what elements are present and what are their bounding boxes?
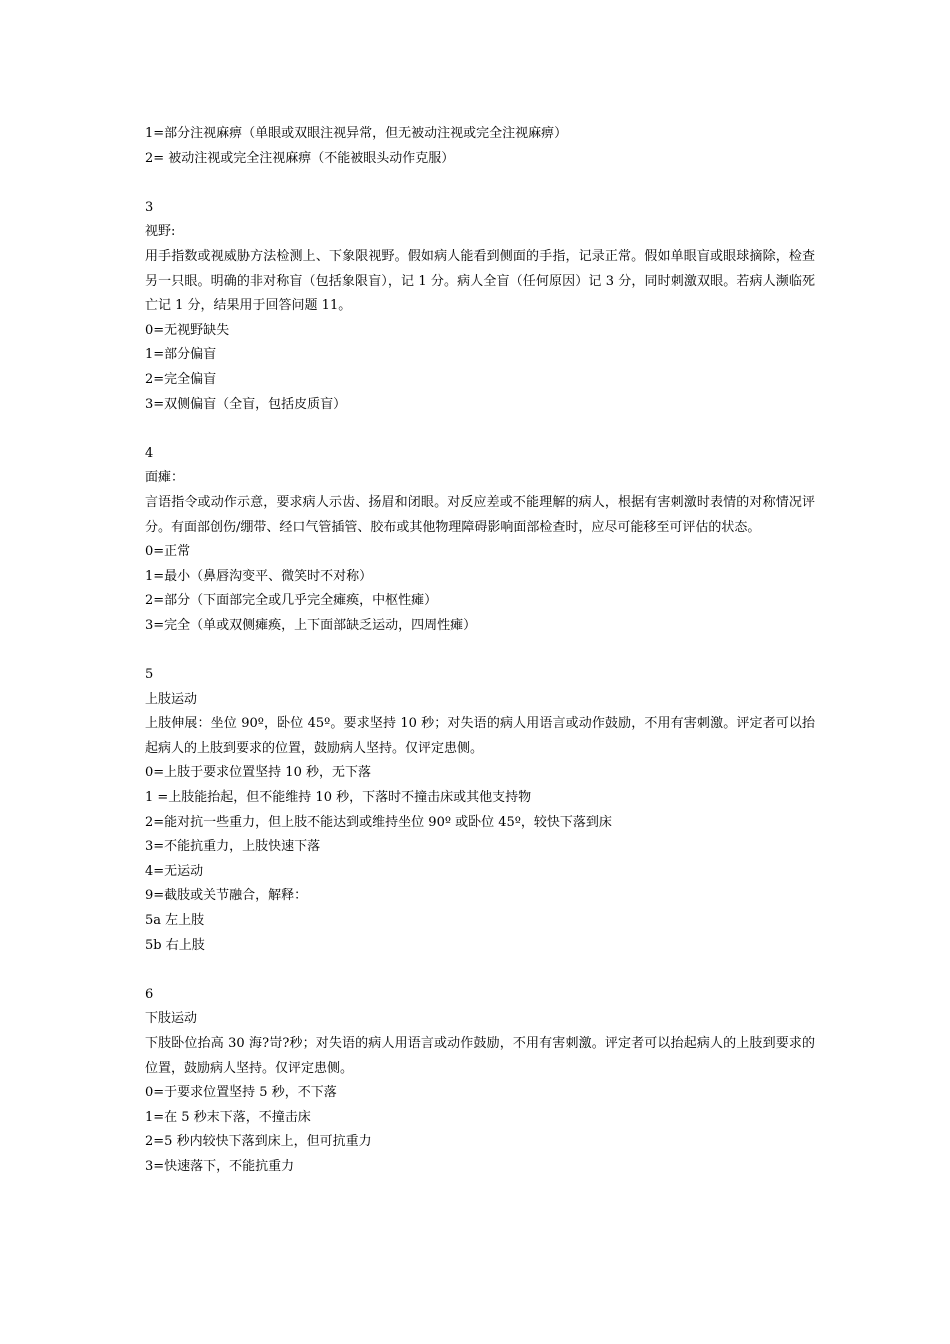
score-item: 5b 右上肢 bbox=[145, 937, 205, 953]
spacer bbox=[145, 638, 815, 663]
score-item: 1=在 5 秒末下落，不撞击床 bbox=[145, 1109, 311, 1125]
spacer bbox=[145, 958, 815, 983]
section-lower-limb bbox=[145, 983, 815, 1180]
section-title: 面瘫： bbox=[145, 470, 185, 486]
score-item: 3=不能抗重力，上肢快速下落 bbox=[145, 839, 321, 855]
section-title: 下肢运动 bbox=[145, 1011, 198, 1027]
score-item: 2=能对抗一些重力，但上肢不能达到或维持坐位 90º 或卧位 45º，较快下落到床 bbox=[145, 814, 612, 830]
score-item: 1=部分偏盲 bbox=[145, 347, 217, 363]
score-item: 2=部分（下面部完全或几乎完全瘫痪，中枢性瘫） bbox=[145, 593, 438, 609]
document-page bbox=[145, 122, 815, 1180]
score-item: 1=最小（鼻唇沟变平、微笑时不对称） bbox=[145, 568, 373, 584]
score-item: 3=完全（单或双侧瘫痪，上下面部缺乏运动，四周性瘫） bbox=[145, 617, 477, 633]
score-item: 3=双侧偏盲（全盲，包括皮质盲） bbox=[145, 396, 347, 412]
spacer bbox=[145, 171, 815, 196]
score-item: 0=上肢于要求位置坚持 10 秒，无下落 bbox=[145, 765, 371, 781]
section-title: 视野: bbox=[145, 224, 176, 240]
section-description: 上肢伸展：坐位 90º，卧位 45º。要求坚持 10 秒；对失语的病人用语言或动作鼓励，不用有害刺激。评定者可以抬起病人的上肢到要求的位置，鼓励病人坚持。仅评定患侧。 bbox=[145, 716, 815, 756]
section-description: 言语指令或动作示意，要求病人示齿、扬眉和闭眼。对反应差或不能理解的病人，根据有害刺激时表情的对称情况评分。有面部创伤/绷带、经口气管插管、胶布或其他物理障碍影响面部检查时，应尽可能移至可评估的状态。 bbox=[145, 494, 815, 535]
section-number: 4 bbox=[145, 445, 154, 461]
intro-block bbox=[145, 122, 815, 171]
section-title: 上肢运动 bbox=[145, 691, 198, 707]
score-item: 2=5 秒内较快下落到床上，但可抗重力 bbox=[145, 1134, 372, 1150]
section-facial-palsy bbox=[145, 442, 815, 639]
section-description: 用手指数或视威胁方法检测上、下象限视野。假如病人能看到侧面的手指，记录正常。假如单眼盲或眼球摘除，检查另一只眼。明确的非对称盲（包括象限盲），记 1 分。病人全盲（任何原因）记 3 分，同时刺激双眼。若病人濒临死亡记 1 分，结果用于回答问题 11。 bbox=[145, 248, 815, 314]
section-visual-field bbox=[145, 196, 815, 417]
section-description: 下肢卧位抬高 30 海?岢?秒；对失语的病人用语言或动作鼓励，不用有害刺激。评定者可以抬起病人的上肢到要求的位置，鼓励病人坚持。仅评定患侧。 bbox=[145, 1035, 815, 1076]
section-upper-limb bbox=[145, 663, 815, 958]
section-number: 3 bbox=[145, 199, 154, 215]
section-number: 6 bbox=[145, 986, 154, 1002]
score-item: 0=无视野缺失 bbox=[145, 322, 230, 338]
spacer bbox=[145, 417, 815, 442]
intro-line: 1=部分注视麻痹（单眼或双眼注视异常，但无被动注视或完全注视麻痹） bbox=[145, 126, 568, 141]
score-item: 5a 左上肢 bbox=[145, 913, 205, 928]
section-number: 5 bbox=[145, 667, 154, 683]
intro-line: 2= 被动注视或完全注视麻痹（不能被眼头动作克服） bbox=[145, 150, 455, 166]
score-item: 2=完全偏盲 bbox=[145, 371, 217, 387]
score-item: 0=于要求位置坚持 5 秒，不下落 bbox=[145, 1085, 337, 1101]
score-item: 9=截肢或关节融合，解释： bbox=[145, 888, 308, 904]
score-item: 0=正常 bbox=[145, 544, 191, 560]
score-item: 4=无运动 bbox=[145, 863, 204, 879]
score-item: 3=快速落下，不能抗重力 bbox=[145, 1158, 295, 1174]
score-item: 1 =上肢能抬起，但不能维持 10 秒，下落时不撞击床或其他支持物 bbox=[145, 790, 532, 806]
